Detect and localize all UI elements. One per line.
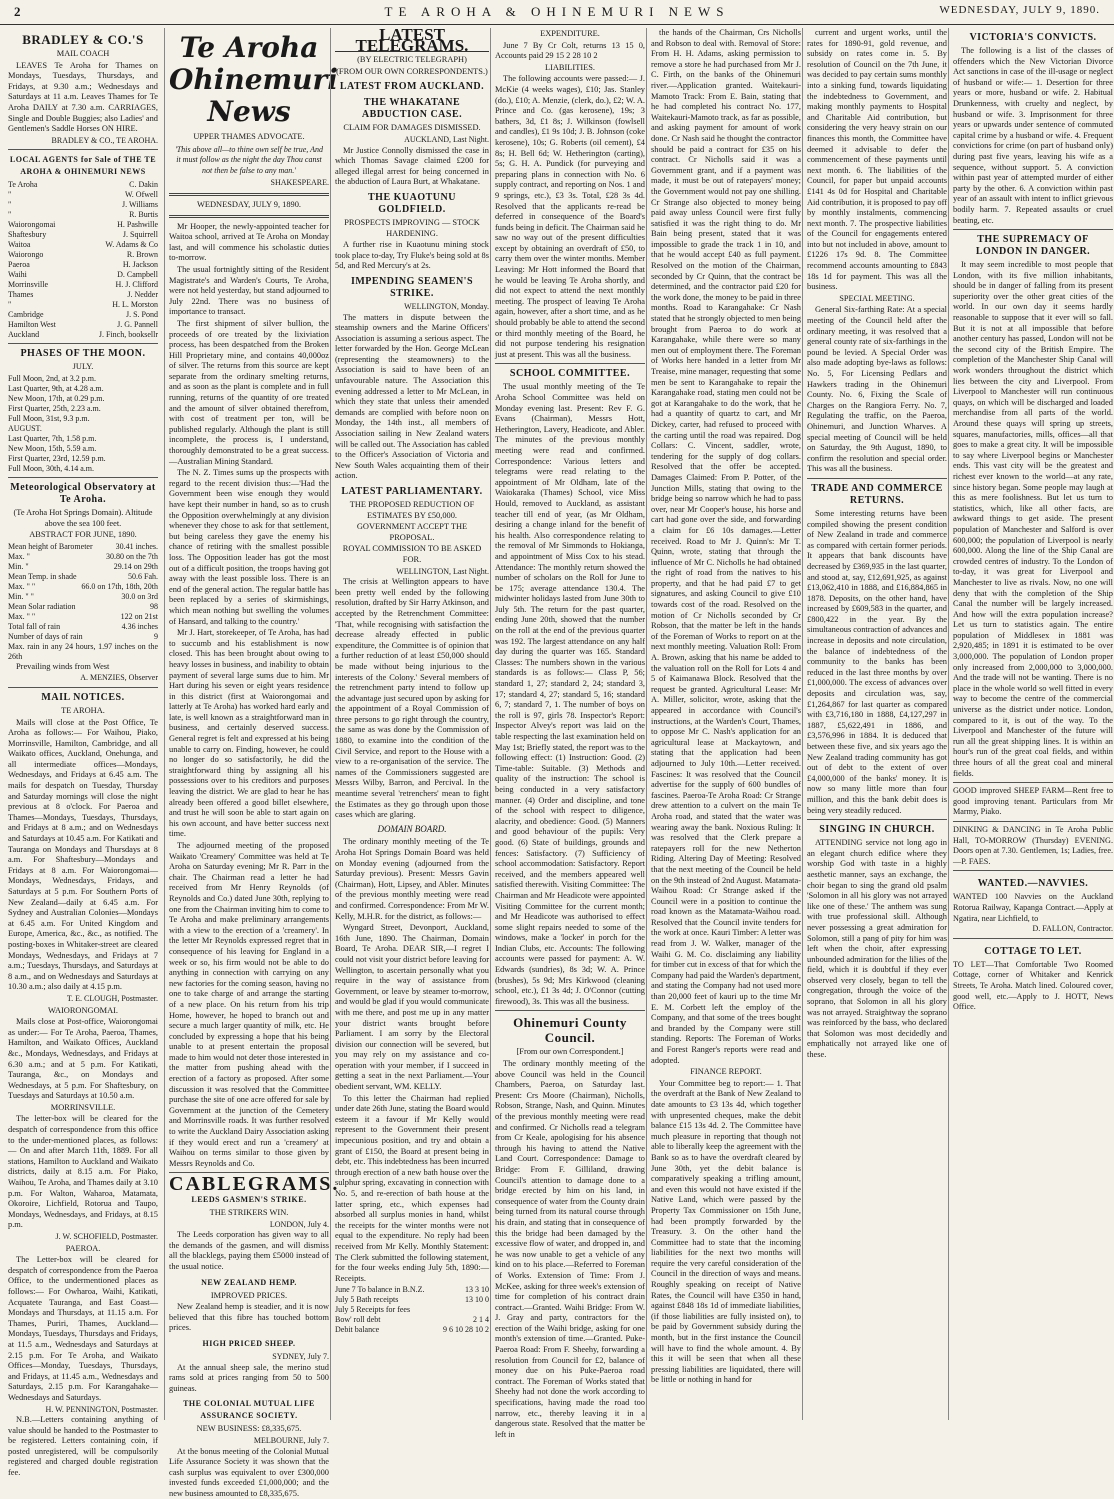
agent-row-cell: " xyxy=(8,200,11,210)
county-council-subheading: [From our own Correspondent.] xyxy=(495,1047,645,1058)
telegrams-subheading-2: (FROM OUR OWN CORRESPONDENTS.) xyxy=(335,67,489,78)
mail-paeroa-signature: H. W. PENNINGTON, Postmaster. xyxy=(8,1405,158,1416)
ledger-row-cell: June 7 To balance in B.N.Z. xyxy=(335,1285,425,1295)
parliamentary-heading: LATEST PARLIAMENTARY. xyxy=(335,486,489,498)
domain-board-body-2: To this letter the Chairman had replied under date 26th June, stating the Board would esteem it a favour if Mr Kelly would represent to the Government their present impecunious position, and try and obtain a grant of £150, the Board at present being in debt, etc. This indebtedness has been incurred through erection of a new bath house over the sulphur spring, excavating in connection with No. 5, and re-erection of bath house at the latter spring, etc., which expenses had absorbed all surplus monies in hand, whilst the receipts for the winter months were not equal to the expenditure. No reply had been received from Mr Kelly. Monthly Statement: The Clerk submitted the following statement, for the four weeks ending July 5th, 1890:— Receipts. xyxy=(335,1094,489,1285)
agent-row-cell: H. J. Clifford xyxy=(115,280,158,290)
agent-row-cell: C. Dakin xyxy=(129,180,158,190)
mail-te-aroha-label: TE AROHA. xyxy=(8,706,158,717)
met-row-cell: Min. " " xyxy=(8,592,34,602)
nameplate-motto: 'This above all—to thine own self be true, And it must follow as the night the day Thou canst not then be false to any man.' xyxy=(173,145,325,177)
agent-row-cell: Thames xyxy=(8,290,33,300)
agent-row-cell: " xyxy=(8,300,11,310)
mail-waiorongomai-body: Mails close at Post-office, Waiorongomai as under:— For Te Aroha, Paeroa, Thames, Hamilton, and Waikato Offices, Auckland &c., Mondays, Wednesdays, and Fridays at 6.30 a.m.; and at 5 p.m. For Katikati, Tauranga, &c., on Mondays and Wednesdays, at 5 p.m. For Shaftesbury, on Tuesdays and Saturdays at 10.50 a.m. xyxy=(8,1017,158,1102)
divider xyxy=(495,363,645,364)
news-paragraph: The usual fortnightly sitting of the Resident Magistrate's and Warden's Courts, Te Aroha, were not held yesterday, but stand adjourned to July 22nd. There was no business of importance to transact. xyxy=(169,265,329,318)
local-agents-heading: LOCAL AGENTS for Sale of THE TE AROHA & OHINEMURI NEWS xyxy=(8,154,158,178)
news-paragraph: The adjourned meeting of the proposed Waikato 'Creamery' Committee was held at Te Aroha on Saturday evening; Mr R. Parr in the chair. The Chairman read a letter he had received from Mr Henry Reynolds (of Reynolds and Co.) dated June 30th, replying to one from the Chairman inviting him to come to Te Aroha and make preliminary arrangements with a view to the erection of a 'creamery'. In the letter Mr Reynolds expressed regret that in consequence of his leaving for England in a week or so, his firm would not be able to do anything in connection with carrying on any new factories for the coming season, having no one to take charge of and arrange the starting of a new place. On his return from his trip Home, however, he hoped to branch out and secure a much larger quantity of milk, etc. He concluded by expressing a hope that his being unable to at present entertain the proposal made to him would not deter those interested in the matter from pushing ahead with the erection of a factory as proposed. After some discussion it was resolved that the Committee purchase the site of one acre offered for sale by Government at the junction of the Cemetery and Morrinsville roads. It was further resolved to write the Auckland Dairy Association asking if they would erect and run a 'creamery' at Waihou on terms similar to those given by Messrs Reynolds and Co. xyxy=(169,841,329,1169)
parliamentary-subheading-1: THE PROPOSED REDUCTION OF ESTIMATES BY £50,000. xyxy=(335,500,489,521)
parliamentary-subheading-3: ROYAL COMMISSION TO BE ASKED FOR. xyxy=(335,544,489,565)
nameplate-subtitle: UPPER THAMES ADVOCATE. xyxy=(169,132,329,143)
cable-mutual-life-body: At the bonus meeting of the Colonial Mutual Life Assurance Society it was shown that the cash surplus was equivalent to over £300,000 invested funds exceeded £1,000,000; and the new business amounted to £8,335,675. xyxy=(169,1447,329,1499)
moon-phases-list xyxy=(8,374,158,474)
mail-paeroa-note: N.B.—Letters containing anything of value should be handed to the Postmaster to be registered. Letters containing coin, if posted unregistered, will be compulsorily registered and charged double registration fee. xyxy=(8,1415,158,1479)
met-row-cell: 50.6 Fah. xyxy=(128,572,158,582)
local-agents-list xyxy=(8,180,158,340)
domain-board-body: The ordinary monthly meeting of the Te Aroha Hot Springs Domain Board was held on Monday evening (adjourned from the Saturday previous). Present: Messrs Gavin (Chairman), Hott, Lipsey, and Abler. Minutes of the previous monthly meeting were read and confirmed. Correspondence: From Mr W. Kelly, M.H.R. for the district, as follows:— xyxy=(335,837,489,922)
divider xyxy=(8,149,158,150)
moon-phase-item: New Moon, 17th, at 0.29 p.m. xyxy=(8,394,158,404)
finance-report-heading: FINANCE REPORT. xyxy=(651,1067,801,1078)
agent-row-cell: J. Williams xyxy=(122,200,158,210)
agent-row xyxy=(8,280,158,290)
mail-te-aroha-body: Mails will close at the Post Office, Te Aroha as follows:— For Waihou, Piako, Morrinsville, Hamilton, Cambridge, and all Waikato offices, Auckland, Onehunga, and all intermediate offices—Mondays, Wednesdays, and Fridays at 6.45 a.m. The mails for despatch on Tuesday, Thursday and Saturday mornings will close the night previous at 8 o'clock. For Paeroa and Thames—Mondays, Tuesdays, Thursdays, and Fridays at 8 a.m.; and on Wednesdays and Saturdays at 10.45 a.m. For Katikati and Tauranga on Mondays and Thursdays at 8 a.m. For Shaftesbury—Mondays and Fridays at 8 a.m. For Waiorongomai—Mondays, Wednesdays, Fridays, and Saturdays at 5 p.m. For Southern Ports of New Zealand—daily at 6.45 a.m. For Sydney and Australian Colonies—Mondays at 6.45 a.m. For United Kingdom and Europe, America, &c., &c., as notified. The posting-boxes in Whitaker-street are cleared Mondays, Wednesdays, and Fridays at 7 a.m.; Tuesdays, Thursdays, and Saturdays at 8 a.m., and on Wednesdays and Saturdays at 10.30 a.m.; also daily at 4.15 p.m. xyxy=(8,718,158,993)
meteorological-abstract-label: ABSTRACT FOR JUNE, 1890. xyxy=(8,530,158,541)
navvies-ad-text: WANTED 100 Navvies on the Auckland Rotorua Railway, Kapanga Contract.—Apply at Ngatira, near Lichfield, to xyxy=(953,892,1113,922)
ledger-row-cell: 9 6 10 28 10 2 xyxy=(443,1325,489,1335)
cottage-ad-text: TO LET—That Comfortable Two Roomed Cottage, corner of Whitaker and Kenrick Streets, Te Aroha. Match lined. Coloured cover, good well, etc.—Apply to J. HOTT, News Office. xyxy=(953,960,1113,1011)
agent-row-cell: W. Ofwell xyxy=(125,190,158,200)
agent-row-cell: W. Adams & Co xyxy=(105,240,158,250)
bradley-ad-body: LEAVES Te Aroha for Thames on Mondays, Tuesdays, Thursdays, and Fridays, at 9.30 a.m.; Wednesdays and Saturdays at 11 a.m. Leaves Thames for Te Aroha DAILY at 7.30 a.m. CARRIAGES, Single and Double Buggies; also Ladies' and Gentlemen's Saddle Horses ON HIRE. xyxy=(8,61,158,135)
parliamentary-dateline: WELLINGTON, Last Night. xyxy=(335,567,489,578)
agent-row xyxy=(8,260,158,270)
cable-leeds-body: The Leeds corporation has given way to all the demands of the gasmen, and will dismiss all the blacklegs, paying them £5000 instead of the usual notice. xyxy=(169,1230,329,1272)
agent-row xyxy=(8,250,158,260)
met-row xyxy=(8,542,158,552)
divider xyxy=(495,1010,645,1011)
agent-row-cell: H. Jackson xyxy=(123,260,158,270)
moon-phase-item: AUGUST. xyxy=(8,424,158,434)
news-paragraph: Mr J. Hart, storekeeper, of Te Aroha, has had to succumb and his establishment is now closed. This has been brought about owing to heavy losses in business, and inability to obtain payment of several large sums due to him. Mr Hart during his seven or eight years residence in this district (first at Waiorongomai and latterly at Te Aroha) has worked hard early and late, is well known as a straightforward man in business, and certainly deserved success. General regret is felt and expressed at his being unable to carry on. Finding, however, he could no longer do so satisfactorily, he did the straightforward thing by assigning all his possessions over to his creditors and purposes leaving the district. We are glad to hear he has already been offered a good billet elsewhere, and trust he will soon be able to start again on his own account, and have better success next time. xyxy=(169,628,329,840)
agent-row xyxy=(8,200,158,210)
agent-row-cell: R. Burtis xyxy=(129,210,158,220)
divider xyxy=(8,687,158,688)
seamen-strike-heading: IMPENDING SEAMEN'S STRIKE. xyxy=(335,276,489,300)
agent-row-cell: Te Aroha xyxy=(8,180,37,190)
ledger-row-cell: July 5 Bath receipts xyxy=(335,1295,398,1305)
agent-row-cell: Cambridge xyxy=(8,310,44,320)
moon-phase-item: Last Quarter, 9th, at 4.28 a.m. xyxy=(8,384,158,394)
agent-row-cell: J. S. Pond xyxy=(126,310,158,320)
liabilities-body: The following accounts were passed:— J. McKie (4 weeks wages), £10; Jas. Stanley (do.), £10; A. Menzie, (clerk, do.), £2; W. A. Prince and Co. (gas kerosene), 19s; 3 bathers, 3d, £1 8s; J. Wilkinson (fowlsell and candles), £1 9s 10d; J. B. Johnson (coke kerosene), 10s; G. Roberts (oil cement), £4 8s; H. Bell 6d; W. Hetherington (carting), 5s; G. H. A. Pundick (for purveying and preparing plans in connection with No. 6 supply contract, and reporting on Nos. 1 and 9 springs, etc.), £3 3s. Total, £28 3s 4d. Resolved that the applicants re-read be deferred in consequence of the Board's funds being in deficit. The Chairman said he saw no way out of the present difficulties except by obtaining an overdraft of £50, to carry them over the winter months. Member Leaving: Mr Hott informed the Board that he would be leaving Te Aroha shortly, and did not expect to attend the next monthly meeting. The prospect of leaving Te Aroha again, however, after a short time, and as he should probably be able to attend the second or third monthly meeting of the Board, he did not purpose tendering his resignation just at present. This was all the business. xyxy=(495,74,645,360)
column-5 xyxy=(646,28,801,1420)
finance-report-continued: current and urgent works, until the rates for 1890-91, gold revenue, and subsidy on rates come in. 5. By resolution of Council on the 7th June, it was decided to pay certain sums monthly into a sinking fund, towards liquidating the indebtedness to Government, and making monthly payments to Hospital and Charitable Aid contribution, but considering the very heavy strain on our finances this month, the Committee have deemed it advisable to defer the commencement of these payments until next month. 6. The liabilities of the Council, for paper but unpaid accounts £141 4s 0d for Hospital and Charitable Aid contribution, it is proposed to pay off by monthly instalments, commencing next month. 7. The prospective liabilities of the Council for engagements entered into but not included in above, amount to £1226 17s 9d. 8. The Committee recommend accounts amounting to £843 18s 1d for payment. This was all the business. xyxy=(807,28,947,293)
parliamentary-subheading-2: GOVERNMENT ACCEPT THE PROPOSAL. xyxy=(335,522,489,543)
met-row-cell: 30.80 on the 7th xyxy=(106,552,158,562)
whakatane-body: Mr Justice Connolly dismissed the case in which Thomas Savage claimed £200 for alleged illegal arrest for being concerned in the abduction of Laura Burt, at Whakatane. xyxy=(335,146,489,188)
divider xyxy=(953,229,1113,230)
trade-returns-body: Some interesting returns have been compiled showing the present condition of New Zealand in trade and commerce as compared with certain former periods. It appears that bank discounts have decreased by £369,935 in the last quarter, and stood at, say, £12,691,925, as against £13,062,410 in 1888, and £16,884,865 in 1878. Deposits, on the other hand, have increased by £609,583 in the quarter, and £800,422 in the year. By the simultaneous contraction of advances and increase in deposits and note circulation, the balance of indebtedness of the community to the banks has been reduced in the last three months by over £1,000,000. The excess of advances over deposits and circulation was, say, £1,264,867 for last quarter as compared with £3,716,180 in 1888, £4,127,297 in 1887, £5,622,491 in 1886, and £3,576,996 in 1884. It is deduced that between these five, and six years ago the New Zealand trading community has got out of debt to the extent of over £4,000,000 of the banks' money. It is now so many little more than four million, and this the bank debit does is being very steadily reduced. xyxy=(807,509,947,816)
met-row-cell: Max. " " xyxy=(8,612,35,622)
dancing-ad xyxy=(953,821,1113,867)
met-row-cell: Max. " " xyxy=(8,582,35,592)
latest-telegrams-heading: LATEST TELEGRAMS. xyxy=(335,30,489,52)
met-row-cell: 30.0 on 3rd xyxy=(121,592,158,602)
domain-board-ledger xyxy=(335,1285,489,1335)
bradley-ad-subheading: MAIL COACH xyxy=(8,49,158,60)
cable-hemp-heading: NEW ZEALAND HEMP. xyxy=(169,1277,329,1289)
ledger-row-cell: 13 10 0 xyxy=(465,1295,489,1305)
ledger-row xyxy=(335,1285,489,1295)
agent-row-cell: H. L. Morston xyxy=(112,300,158,310)
whakatane-dateline: AUCKLAND, Last Night. xyxy=(335,135,489,146)
expenditure-body: June 7 By Cr Colt, returns 13 15 0, Accounts paid 29 15 2 28 10 2 xyxy=(495,41,645,62)
finance-report-body: Your Committee beg to report:— 1. That the overdraft at the Bank of New Zealand to date amounts to £3 13s 4d, which together with unpresented cheques, make the debit balance £15 13s 4d. 2. The Committee have much pleasure in reporting that though not able to liberally keep the agreement with the Bank so as to have the overdraft cleared by June 30th, yet the debit balance is comparatively speaking a trifling amount, and even this would not have existed if the Native Land, which were passed by the Property Tax Commissioner on 15th June, had been promptly forwarded by the Treasury. 3. On the other hand the Committee had to state that the incoming liabilities for the next two months will require the very careful consideration of the Council in the direction of ways and means. Roughly speaking on receipt of Native Rates, the Council will have £350 in hand, against £848 18s 1d of immediate liabilities, (if those liabilities are fully insisted on), to be paid by Government subsidy during the month, but in the first instance the Council will have to find the whole amount. 4. By this it will be seen that when all these pressing liabilities are liquidated, there will be little or nothing in hand for xyxy=(651,1079,801,1386)
meteorological-table xyxy=(8,542,158,662)
cable-mutual-life-subheading: NEW BUSINESS: £8,335,675. xyxy=(169,1424,329,1435)
navvies-ad-signature: D. FALLON, Contractor. xyxy=(953,924,1113,935)
met-row xyxy=(8,592,158,602)
cable-leeds-dateline: LONDON, July 4. xyxy=(169,1220,329,1231)
met-row-cell: 30.41 inches. xyxy=(116,542,158,552)
newspaper-nameplate xyxy=(169,32,329,128)
met-row xyxy=(8,552,158,562)
cable-mutual-life-heading: THE COLONIAL MUTUAL LIFE ASSURANCE SOCIETY. xyxy=(169,1398,329,1422)
special-meeting-body: General Six-farthing Rate: At a special meeting of the Council held after the ordinary meeting, it was resolved that a general county rate of six-farthings in the pound be levied. A Special Order was also made adopting bye-laws as follows: No. 5, For Licensing Pedlars and Hawkers trading in the Ohinemuri County. No. 6, Fixing the Scale of Charges on the Rangiora Ferry. No. 7, Regulating the traffic, on the Paeroa, Ohinemuri, and Junction Wharves. A special meeting of Council will be held on Saturday, the 9th August, 1890, to confirm the resolution and special order. This was all the business. xyxy=(807,305,947,475)
moon-phase-item: First Quarter, 23rd, 12.59 p.m. xyxy=(8,454,158,464)
column-2 xyxy=(164,28,329,1420)
cable-hemp-body: New Zealand hemp is steadier, and it is now believed that this fibre has touched bottom prices. xyxy=(169,1302,329,1334)
telegrams-from-auckland: LATEST FROM AUCKLAND. xyxy=(335,81,489,93)
met-row-cell: 122 on 21st xyxy=(121,612,158,622)
column-3 xyxy=(330,28,489,1420)
met-row xyxy=(8,612,158,622)
met-row-cell: Number of days of rain xyxy=(8,632,83,642)
met-row xyxy=(8,642,158,662)
london-supremacy-body: It may seem incredible to most people that London, with its five million inhabitants, should be in danger of falling from its present superiority over the other great cities of the world. In our own day it seems hardly reasonable to suppose that it ever will so fall. But it is not at all impossible that before another century has passed, London will not be the second city of the British Empire. The completion of the Manchester Ship Canal will work wonders throughout the district which lies between the city and Liverpool. From Liverpool to Manchester will run continuous quays, on which will be discharged and loaded merchandise from all parts of the world. Around these quays will spring up streets, squares, manufactories, mills, offices—all that goes to make a great city. It will be impossible to say where Liverpool begins or Manchester ends. This vast city will be the greatest and richest ever known to the world—at any rate, since history began. Some people may laugh at this as mere foolishness. But let us turn to statistics, which, like all other facts, are awkward things to get aside. The present population of Manchester and Salford is over 600,000; the population of Liverpool is nearly 600,000. Along the line of the Ship Canal are crowded centres of industry. To the London of to-day, it was great for Liverpool and Manchester to live as rivals. Now, no one will deny that with the completion of the Ship Canal the number will be largely increased. And how will the extra population increase? Let us turn to statistics again. The entire population of Middlesex in 1881 was 2,920,485; in 1891 it is estimated to be over 3,000,000. The population of London proper only increased from 2,000,000 to 3,000,000. And the trade will not be wanting. There is no place in the whole world so well fitted in every way to become the centre of the commercial universe as the district under notice. London, compared to it, is out of the way. To the Liverpool and Manchester of the future will run all the great shipping lines. It is within an hour's run of the great coal fields, and within three hours of all the great coal and mineral fields. xyxy=(953,260,1113,779)
editorial-dateline: WEDNESDAY, JULY 9, 1890. xyxy=(169,200,329,211)
agent-row xyxy=(8,240,158,250)
agent-row-cell: Auckland xyxy=(8,330,39,340)
nameplate-line-1: Te Aroha xyxy=(169,32,329,64)
agent-row xyxy=(8,320,158,330)
agent-row-cell: Paeroa xyxy=(8,260,30,270)
parliamentary-body: The crisis at Wellington appears to have been pretty well ended by the following resolution, drafted by Sir Harry Atkinson, and accepted by the Retrenchment Committee: 'That, while recognising with satisfaction the decrease already effected in public expenditure, the Committee is of opinion that a further reduction of at least £50,000 should be made without being injurious to the interests of the Colony.' Several members of the retrenchment party intend to follow up the advantage just secured upon by asking for the appointment of a Royal Commission of three persons to go right through the country, the same as was done by the Commission of 1880, to examine into the condition of the Civil Service, and report to the House with a view to a re-organisation of the service. The names of the Commissioners suggested are Messrs Wilby, Barron, and Percival. In the meantime several 'retrenchers' mean to fight the Estimates as they go through upon those cases which are glaring. xyxy=(335,577,489,821)
dancing-ad-text: DINKING & DANCING in Te Aroha Public Hall, TO-MORROW (Thursday) EVENING. Doors open at 7.30. Gentlemen, 1s; Ladies, free.—P. FAES. xyxy=(953,825,1113,866)
mail-paeroa-label: PAEROA. xyxy=(8,1244,158,1255)
divider xyxy=(169,193,329,196)
telegrams-subheading: (BY ELECTRIC TELEGRAPH) xyxy=(335,55,489,66)
motto-attribution: SHAKESPEARE. xyxy=(169,178,329,189)
singing-in-church-body: ATTENDING service not long ago in an elegant church edifice where they worship God with taste in a highly aesthetic manner, says an exchange, the choir began to sing the grand old psalm 'Solomon in all his glory was not arrayed like one of these.' The anthem was sung with true professional skill. Although never possessing a great admiration for Solomon, still a pang of pity for him was left when the choir, after expressing unbounded admiration for the lilies of the field, which it is doubtful if they ever observed very closely, began to tell the congregation, through the voice of the soprano, that Solomon in all his glory was not arrayed. Straightway the soprano was reinforced by the bass, who declared that Solomon was most decidedly and emphatically not arrayed like one of these. xyxy=(807,838,947,1060)
moon-phase-item: Full Moon, 31st, 9.3 p.m. xyxy=(8,414,158,424)
met-row xyxy=(8,562,158,572)
victoria-convicts-heading: VICTORIA'S CONVICTS. xyxy=(953,32,1113,44)
kuaotunu-subheading: PROSPECTS IMPROVING — STOCK HARDENING. xyxy=(335,218,489,239)
cottage-ad-heading: COTTAGE TO LET. xyxy=(953,946,1113,958)
agent-row xyxy=(8,290,158,300)
met-row xyxy=(8,622,158,632)
domain-board-heading: DOMAIN BOARD. xyxy=(335,824,489,835)
expenditure-heading: EXPENDITURE. xyxy=(495,29,645,40)
agent-row-cell: Waiorongo xyxy=(8,250,43,260)
mail-morrinsville-signature: J. W. SCHOFIELD, Postmaster. xyxy=(8,1232,158,1243)
agent-row xyxy=(8,220,158,230)
liabilities-heading: LIABILITIES. xyxy=(495,63,645,74)
divider xyxy=(807,819,947,820)
met-row xyxy=(8,632,158,642)
moon-phase-item: New Moon, 15th, 5.59 a.m. xyxy=(8,444,158,454)
ledger-row-cell: Debit balance xyxy=(335,1325,379,1335)
bradley-ad-signature: BRADLEY & CO., TE AROHA. xyxy=(8,136,158,147)
meteorological-subheading: (Te Aroha Hot Springs Domain). Altitude above the sea 100 feet. xyxy=(8,508,158,529)
agent-row xyxy=(8,300,158,310)
special-meeting-heading: SPECIAL MEETING. xyxy=(807,294,947,305)
agent-row-cell: H. Pashwille xyxy=(117,220,158,230)
sheep-farm-ad xyxy=(953,782,1113,818)
mail-waiorongomai-label: WAIORONGOMAI. xyxy=(8,1006,158,1017)
nameplate-line-2: Ohinemuri News xyxy=(169,64,329,128)
met-row-cell: 4.36 inches xyxy=(122,622,158,632)
agent-row-cell: R. Brown xyxy=(127,250,158,260)
masthead xyxy=(0,0,1114,25)
met-row-cell: Total fall of rain xyxy=(8,622,60,632)
news-paragraph: The first shipment of silver bullion, the proceeds of ore treated by the lixiviation process, has been despatched from the Broken Hill Proprietary mine, and contains 40,000oz of silver. The returns from this source are kept separate from the ordinary smelting returns, and as soon as the plant is complete and in full running, returns of the quantity of ore treated and the amount of silver obtained therefrom, with cost of treatment per ton, will be published regularly. Although the plant is still incomplete, the process is, I understand, thoroughly demonstrated to be a great success.—Australian Mining Standard. xyxy=(169,319,329,467)
met-row-cell: Min. " xyxy=(8,562,29,572)
cable-mutual-life-dateline: MELBOURNE, July 7. xyxy=(169,1436,329,1447)
seamen-strike-body: The matters in dispute between the steamship owners and the Marine Officers' Association is assuming a serious aspect. The letter forwarded by the Hon. George McLean (representing the steamowners) to the Association is said to have been of an unfavourable nature. The Association this evening addressed a letter to Mr McLean, in which they state that unless their amended demands are complied with before noon on Monday, the 14th inst., all members of Association sailing in New Zealand waters will be called out. The Association has cabled to the Officer's Association of Victoria and New South Wales acquainting them of their action. xyxy=(335,313,489,483)
met-row-cell: 66.0 on 17th, 18th, 20th xyxy=(81,582,158,592)
meteorological-note: Prevailing winds from West xyxy=(8,662,158,673)
column-1 xyxy=(8,28,158,1420)
mail-te-aroha-signature: T. E. CLOUGH, Postmaster. xyxy=(8,994,158,1005)
agent-row xyxy=(8,230,158,240)
met-row-cell: Max. rain in any 24 hours, 1.97 inches on the 26th xyxy=(8,642,158,662)
ledger-row xyxy=(335,1315,489,1325)
cable-leeds-heading: LEEDS GASMEN'S STRIKE. xyxy=(169,1194,329,1206)
navvies-ad-heading: WANTED.—NAVVIES. xyxy=(953,878,1113,890)
moon-phase-item: Full Moon, 2nd, at 3.2 p.m. xyxy=(8,374,158,384)
local-news-paragraphs xyxy=(169,222,329,1170)
county-council-body: The ordinary monthly meeting of the above Council was held in the Council Chambers, Paeroa, on Saturday last. Present: Crs Moore (Chairman), Nicholls, Robson, Strange, Nash, and Quinn. Minutes of the previous monthly meeting were read and confirmed. Cr Nicholls read a telegram from Cr Keale, apologising for his absence through his having to attend the Native Land Court. Correspondence: Damage to Bridge: From F. Gilliland, drawing Council's attention to damage done to a bridge erected by him on his land, in consequence of water from the County drain being turned from its natural course through his drain, and stating that in consequence of this the bridge had been damaged by the excessive flow of water, and dropped in, and he was now unable to get a vehicle of any kind on to his place.—Referred to Foreman of Works. Extension of Time: From J. McKee, asking for three week's extension of time for completion of his contract drain contract.—Granted. Waihi Bridge: From W. J. Gray and party, contractors for the erection of the Waihi bridge, asking for one month's extension of time.—Granted. Puke-Paeroa Road: From F. Sheehy, forwarding a resolution from Council for £2, balance of money due on his Puke-Paeroa road contract. The Foreman of Works stated that Sheehy had not done the work according to specifications, having made the road too narrow, etc., thereby leaving it in a dangerous state. Resolved that the matter be left in xyxy=(495,1059,645,1440)
divider xyxy=(807,478,947,479)
cable-hemp-subheading: IMPROVED PRICES. xyxy=(169,1291,329,1302)
seamen-strike-dateline: WELLINGTON, Monday. xyxy=(335,302,489,313)
news-paragraph: Mr Hooper, the newly-appointed teacher for Waitoa school, arrived at Te Aroha on Monday last, and will commence his scholastic duties to-morrow. xyxy=(169,222,329,264)
met-row xyxy=(8,602,158,612)
agent-row-cell: J. Finch, booksellr xyxy=(99,330,158,340)
meteorological-signature: A. MENZIES, Observer xyxy=(8,673,158,684)
met-row-cell: 98 xyxy=(150,602,158,612)
ledger-row xyxy=(335,1325,489,1335)
trade-returns-heading: TRADE AND COMMERCE RETURNS. xyxy=(807,483,947,507)
agent-row-cell: J. Nedder xyxy=(127,290,158,300)
whakatane-heading: THE WHAKATANE ABDUCTION CASE. xyxy=(335,97,489,121)
kuaotunu-body: A further rise in Kuaotunu mining stock took place to-day, Try Fluke's being sold at 8s 5d, and Red Mercury's at 2s. xyxy=(335,240,489,272)
kuaotunu-heading: THE KUAOTUNU GOLDFIELD. xyxy=(335,192,489,216)
news-paragraph: The N. Z. Times sums up the prospects with regard to the recent division thus:—'Had the Government been wise enough they would have kept their number in hand, so as to crush the Opposition overwhelmingly at any division whenever they chose to ask for that settlement, but being careless they gave the enemy his chance of retiring with the smallest possible loss. The Opposition leader has got the most out of a difficult position, the troops having got away with the least possible loss. There is an end of the general action. The regular battle has been replaced by a series of skirmishings, which mean nothing but swelling the volumes of Hansard, and talking to the country.' xyxy=(169,468,329,627)
newspaper-running-title: TE AROHA & OHINEMURI NEWS xyxy=(0,4,1114,20)
agent-row-cell: Waiorongomai xyxy=(8,220,55,230)
domain-board-letter: Wyngard Street, Devonport, Auckland, 16th June, 1890. The Chairman, Domain Board, Te Aroha. DEAR SIR,—I regret I could not visit your district before leaving for Wellington, to ascertain personally what you require in the way of assistance from Government, or leave by steamer to-morrow, and would be glad if you would communicate with me there, and post me up in any matter your district wants brought before Parliament. I am sorry by the Electoral division our connection will be severed, but you may rely on my assistance and co-operation with your member, if I succeed in getting a seat in the next Parliament.—Your obedient servant, WM. KELLY. xyxy=(335,923,489,1093)
mail-paeroa-body: The Letter-box will be cleared for despatch of correspondence from the Paeroa Office, to the undermentioned places as follows:— For Owharoa, Waihi, Katikati, Acquatete Tauranga, and East Coast—Mondays and Thursdays, at 11.15 a.m. For Thames, Puriri, Thames, Auckland—Mondays, Tuesdays, Thursdays and Fridays, at 11.5 a.m., Wednesdays and Saturdays at 2.15 p.m. For Te Aroha, and Waikato Offices—Monday, Tuesdays, Thursdays, and Fridays, at 11.45 a.m., Wednesdays and Saturdays, 2.15 p.m. For Karangahake—Wednesdays and Saturdays. xyxy=(8,1255,158,1403)
agent-row-cell: D. Campbell xyxy=(117,270,158,280)
agent-row xyxy=(8,180,158,190)
agent-row xyxy=(8,210,158,220)
ledger-row-cell: 13 3 10 xyxy=(465,1285,489,1295)
cable-sheep-heading: HIGH PRICED SHEEP. xyxy=(169,1338,329,1350)
navvies-ad xyxy=(953,870,1113,934)
moon-phases-heading: PHASES OF THE MOON. xyxy=(8,348,158,360)
school-committee-body: The usual monthly meeting of the Te Aroha School Committee was held on Monday evening last. Present: Rev F. G. Evans (Chairman), Messrs Hott, Hetherington, Lavery, Headicote, and Abler. The minutes of the previous monthly meeting were read and confirmed. Correspondence: Various letters and telegrams were read relating to the appointment of Mr Oldham, late of the Waiokaraka (Thames) School, vice Miss Hould, removed to Auckland, as assistant teacher till end of year, (as Mr Oldham, desiring a change inland for the benefit of his health. Also correspondence relating to the removal of Mr Simmonds to Hokianga, and appointment of Miss Cox to his stead. Attendance: The monthly return showed the number of scholars on the Roll for June to be 175; average attendance 130.4. The midwinter holidays lasted from June 30th to July 5th. The return for the past quarter, ending June 20th, showed that the number on the roll at the end of the previous quarter was 192. The largest attendance on any half day during the quarter was 165. Standard Classes: The numbers shown in the various standards is as follows:— Class P, 56; standard 1, 27; standard 2, 24; standard 3, 17; standard 4, 27; standard 5, 16; standard 6, 7; standard 7, 1. The number of boys on the roll is 97, girls 78. Inspector's Report: Inspector Alvey's report was laid on the table respecting the last examination held on May 1st; Briefly stated, the report was to the following effect: (1) Instruction: Good. (2) Time-table: Suitable. (3) Methods and quality of the instruction: The school is being conducted in a very satisfactory manner. (4) Order and discipline, and tone of the school with respect to diligence, alacrity, and obedience: Good. (5) Manners and good behaviour of the pupils: Very good. (6) State of buildings, grounds and fences: Satisfactory. (7) Sufficiency of school accommodation: Satisfactory. Report received, and the members appeared well satisfied therewith. Visiting Committee: The Chairman and Mr Headicote were appointed Visiting Committee for the current month; and Mr Headicote was authorised to effect some slight repairs needed to some of the windows, make a 'locker' in porch for the Indian Clubs, etc. Accounts: The following accounts were passed for payment: A. W. Edwards (sundries), 8s 3d; W. A. Prince (brushes), 5s 9d; Mrs Kirkwood (cleaning school, etc.), £1 3s 4d; J. O'Connor (cutting firewood), 3s. This was all the business. xyxy=(495,382,645,1007)
column-6 xyxy=(802,28,947,1420)
sheep-farm-ad-text: GOOD improved SHEEP FARM—Rent free to good improving tenant. Particulars from Mr Marmy, Piako. xyxy=(953,786,1113,816)
singing-in-church-heading: SINGING IN CHURCH. xyxy=(807,824,947,836)
agent-row-cell: " xyxy=(8,190,11,200)
agent-row xyxy=(8,190,158,200)
page-number: 2 xyxy=(14,4,21,20)
cable-sheep-dateline: SYDNEY, July 7. xyxy=(169,1352,329,1363)
issue-date: WEDNESDAY, JULY 9, 1890. xyxy=(939,4,1100,16)
london-supremacy-heading: THE SUPREMACY OF LONDON IN DANGER. xyxy=(953,234,1113,258)
agent-row xyxy=(8,310,158,320)
bradley-ad-heading: BRADLEY & CO.'S xyxy=(8,32,158,47)
county-council-continued: the hands of the Chairman, Crs Nicholls and Robson to deal with. Removal of Store: From H. H. Adams, asking permission to remove a store he had purchased from Mr J. C. Firth, on the banks of the Ohinemuri river.—Application granted. Waitekauri-Mamoto Track: From E. Bain, stating that he had completed his contract No. 177, Waitekauri-Mamoto track, as far as possible, and asking payment for amount of work done. Cr Nash said he thought the contractor should be paid a contract for £35 on his contract. Cr Nicholls said it was a Government grant, and if a payment was made, it must be out of ratepayers' money; the Government would not pay one shilling. Cr Strange also objected to money being paid away unless Council were first fully satisfied it was the right thing to do. Mr Bain being present, stated that it was impossible to grade the track 1 in 10, and that he would accept £40 as full payment. Resolved on the motion of the Chairman, seconded by Cr Quinn, that the contract be determined, and the contractor paid £20 for the work done, the money to be paid in three months. Road to Karangahake: Cr Nash stated that he strongly objected to men being brought from Paeroa to do work at Karangahake, while there were so many men out of employment there. The Foreman of Works here handed in a letter from Mr Treaise, mine manager, requesting that some men be sent to Karangahake to repair the Karangahake road, stating men could not be got at Karangahake to do the work, that he had a quantity of quartz to cart, and Mr Dickey, carter, had refused to proceed with the carting until the road was repaired. Dog Collars: C. Vincent, saddler, wrote, tendering for the supply of dog collars. Resolved that the offer be accepted. Damages Claimed: From P. Potter, of the Junction Mills, stating that owing to the bridge being so narrow which he had to pass over, near Mr Cooper's house, his horse and cart had gone over the side, and forwarding a claim for £6 10s damages.—Letter received. Road to Mr J. Quinn's: Mr T. Quinn, wrote, stating that through the influence of Mr C. Nicholls he had obtained the right of road from the natives to his property, and that he had paid £7 to get signatures, and asking Council to give £10 towards cost of the road. Resolved on the motion of Cr Nicholls seconded by Cr Robson, that the matter be left in the hands of the Foreman of Works to report on at the next monthly meeting. Valuation Roll: From A. Brown, asking that his name be added to the valuation roll on the Roll for Lots 4 and 5 of Kaimanawa Block. Resolved that the request be granted. Agricultural Lease: Mr A. Miller, solicitor, wrote, asking that the appeared in accordance with Council's instructions, at the Warden's Court, Thames, to oppose Mr C. Nash's application for an agricultural lease at Mackaytown, and stating that the application had been adjourned to July 10th.—Letter received. Fascines: It was resolved that the Council advertise for the supply of 600 bundles of fascines. Paeroa-Te Aroha Road: Cr Strange drew attention to a culvert on the main Te Aroha road, and stated that the water was wearing away the bank. Noxious Ruling: It was resolved that the Clerk prepare a ratepayers roll for the new Netherton Riding. Altering Day of Meeting: Resolved that the next meeting of the Council be held on the 9th instead of 2nd August. Matamata-Waihou Road: Cr Strange asked if the Council were in a position to continue the road known as the Matamata-Waihou road. Resolved that the Council invite tenders for the work at once. Kauri Timber: A letter was read from J. W. Walker, manager of the Waihi G. M. Co. disclaiming any liability for timber cut in excess of that for which the Company had paid the Warden's department, and stating the Company had not used more than 20,000 feet of kauri up to the time Mr E. M. Corbett left the employ of the Company, and that some of the trees bought and branded by the Company were still standing. Reports: The Foreman of Works and Forest Ranger's reports were read and adopted. xyxy=(651,28,801,1066)
agent-row xyxy=(8,330,158,340)
moon-phase-item: Last Quarter, 7th, 1.58 p.m. xyxy=(8,434,158,444)
met-row-cell: Mean Solar radiation xyxy=(8,602,76,612)
agent-row-cell: " xyxy=(8,210,11,220)
column-7 xyxy=(948,28,1113,1420)
cottage-ad xyxy=(953,938,1113,1013)
ledger-row-cell: July 5 Receipts for fees xyxy=(335,1305,410,1315)
met-row xyxy=(8,572,158,582)
agent-row-cell: Waihi xyxy=(8,270,27,280)
met-row-cell: Mean Temp. in shade xyxy=(8,572,77,582)
meteorological-heading: Meteorological Observatory at Te Aroha. xyxy=(8,482,158,506)
met-row-cell: 29.14 on 29th xyxy=(114,562,158,572)
moon-month-label: JULY. xyxy=(8,362,158,373)
column-4 xyxy=(490,28,645,1420)
mail-notices-heading: MAIL NOTICES. xyxy=(8,692,158,704)
agent-row xyxy=(8,270,158,280)
divider xyxy=(169,215,329,218)
divider xyxy=(8,477,158,478)
agent-row-cell: Shaftesbury xyxy=(8,230,46,240)
ledger-row xyxy=(335,1305,489,1315)
agent-row-cell: J. Squirrell xyxy=(123,230,158,240)
ledger-row-cell: 2 1 4 xyxy=(473,1315,489,1325)
met-row-cell: 9 xyxy=(154,632,158,642)
moon-phase-item: First Quarter, 25th, 2.23 a.m. xyxy=(8,404,158,414)
met-row-cell: Mean height of Barometer xyxy=(8,542,93,552)
cablegrams-heading: CABLEGRAMS. xyxy=(169,1179,329,1190)
moon-phase-item: Full Moon, 30th, 4.14 a.m. xyxy=(8,464,158,474)
cable-sheep-body: At the annual sheep sale, the merino stud rams sold at prices ranging from 50 to 500 guineas. xyxy=(169,1363,329,1395)
mail-morrinsville-body: The letter-box will be cleared for the despatch of correspondence from this office to the under-mentioned places, as follows:— On and after March 11th, 1889. For all stations, Hamilton to Auckland and Waikato districts, daily at 8.15 a.m. For Piako, Waihou, Te Aroha, and Thames daily at 3.10 p.m. For Walton, Waharoa, Matamata, Okoroire, Lichfield, Rotorua and Taupo, Mondays, Wednesdays, and Fridays, at 8.15 p.m. xyxy=(8,1114,158,1231)
met-row xyxy=(8,582,158,592)
met-row-cell: Max. " xyxy=(8,552,30,562)
agent-row-cell: J. G. Pannell xyxy=(117,320,158,330)
divider xyxy=(8,343,158,344)
ledger-row xyxy=(335,1295,489,1305)
whakatane-subheading: CLAIM FOR DAMAGES DISMISSED. xyxy=(335,123,489,134)
ledger-row-cell: Bow' roll debt xyxy=(335,1315,380,1325)
mail-morrinsville-label: MORRINSVILLE. xyxy=(8,1103,158,1114)
agent-row-cell: Morrinsville xyxy=(8,280,48,290)
agent-row-cell: Hamilton West xyxy=(8,320,56,330)
cable-leeds-subheading: THE STRIKERS WIN. xyxy=(169,1208,329,1219)
victoria-convicts-body: The following is a list of the classes of offenders which the New Victorian Divorce Act sanctions in case of the ill-usage or neglect of husband or wife:— 1. Desertion for three years or more, husband or wife. 2. Habitual Drunkenness, with cruelty and neglect, by husband or wife. 3. Imprisonment for three years or upwards under sentence of commuted capital crime by a husband or wife. 4. Frequent convictions for crime (on part of husband only) during past five years, leaving his wife as a sequence, without support. 5. A conviction within past year of attempted murder of either party by the other. 6. A conviction within past year of an assault with intent to inflict grievous bodily harm. 7. Repeated assaults or cruel beating, etc. xyxy=(953,46,1113,226)
agent-row-cell: Waitoa xyxy=(8,240,30,250)
school-committee-heading: SCHOOL COMMITTEE. xyxy=(495,368,645,380)
county-council-heading: Ohinemuri County Council. xyxy=(495,1015,645,1045)
